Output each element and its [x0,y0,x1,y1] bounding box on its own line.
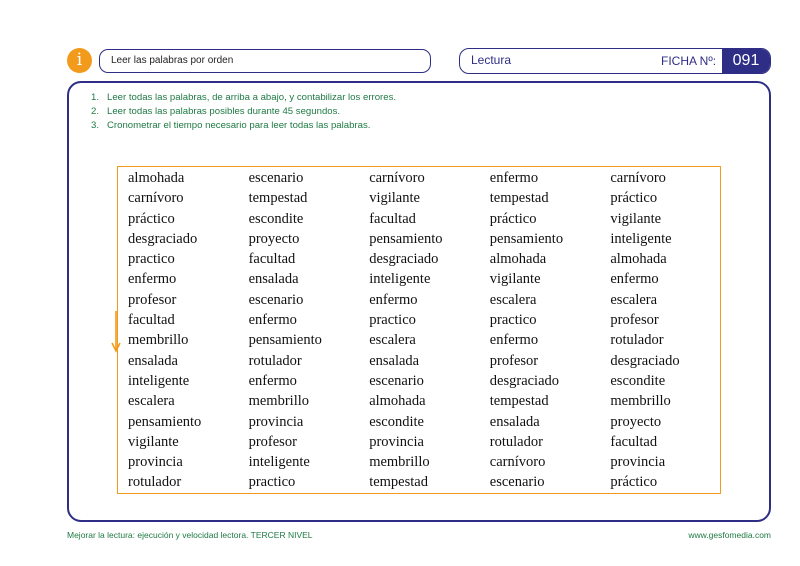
word-cell: practico [489,312,537,329]
word-cell: membrillo [128,332,189,349]
word-cell: inteligente [128,372,190,389]
word-cell: escalera [489,291,537,308]
word-cell: profesor [610,312,659,329]
word-grid-box [117,166,721,494]
word-cell: pensamiento [248,332,322,349]
word-cell: práctico [128,210,175,227]
word-cell: facultad [128,312,175,329]
word-cell: ensalada [248,271,299,288]
instruction-item: 2. Leer todas las palabras posibles durante 45 segundos. [91,106,341,117]
word-cell: pensamiento [128,413,202,430]
word-cell: enfermo [369,291,418,308]
word-cell: vigilante [369,190,420,207]
word-cell: proyecto [610,413,662,430]
word-cell: carnívoro [369,170,425,186]
footer-website-link[interactable]: www.gesfomedia.com [688,530,771,540]
section-label: Lectura [471,53,512,67]
word-cell: profesor [128,291,177,308]
word-cell: tempestad [248,190,308,207]
word-grid [128,168,731,493]
word-cell: escalera [128,393,175,410]
word-cell: escenario [248,291,304,308]
word-cell: enfermo [610,271,659,288]
word-cell: práctico [610,190,658,207]
word-cell: inteligente [610,230,672,247]
word-cell: membrillo [369,454,430,471]
word-cell: membrillo [248,393,310,410]
worksheet-panel [67,81,771,522]
word-cell: enfermo [248,372,297,389]
word-cell: rotulador [128,474,182,491]
word-cell: almohada [128,170,185,186]
word-cell: escondite [248,210,304,227]
word-cell: práctico [610,474,658,491]
word-cell: enfermo [128,271,177,288]
info-icon: i [67,48,92,73]
word-cell: inteligente [369,271,431,288]
word-cell: provincia [610,454,666,471]
word-cell: desgraciado [489,372,560,389]
word-cell: rotulador [248,352,302,369]
word-cell: escenario [489,474,545,491]
word-cell: escondite [369,413,424,430]
word-cell: vigilante [610,210,662,227]
word-cell: vigilante [489,271,541,288]
instruction-item: 1. Leer todas las palabras, de arriba a abajo, y contabilizar los errores. [91,92,397,103]
instruction-item: 3. Cronometrar el tiempo necesario para leer todas las palabras. [91,120,371,131]
word-cell: proyecto [248,230,300,247]
word-cell: profesor [489,352,539,369]
word-cell: facultad [369,210,416,227]
footer-course-title: Mejorar la lectura: ejecución y velocidad lectora. TERCER NIVEL [67,530,313,540]
word-cell: ensalada [128,352,178,369]
word-cell: escondite [610,372,666,389]
word-cell: tempestad [369,474,428,491]
word-cell: pensamiento [489,230,564,247]
word-cell: almohada [610,251,667,268]
word-cell: vigilante [128,433,179,450]
word-cell: escalera [610,291,658,308]
word-cell: ensalada [369,352,420,369]
word-cell: desgraciado [128,230,198,247]
word-cell: practico [128,251,175,268]
word-cell: rotulador [489,433,543,450]
word-cell: inteligente [248,454,310,471]
word-cell: practico [248,474,296,491]
word-cell: desgraciado [369,251,439,268]
word-cell: escenario [369,372,424,389]
word-cell: membrillo [610,393,671,410]
word-cell: tempestad [489,190,549,207]
word-cell: escalera [369,332,416,349]
word-cell: facultad [610,433,658,450]
word-cell: tempestad [489,393,549,410]
word-cell: facultad [248,251,296,268]
ficha-header [459,48,771,74]
word-cell: carnívoro [610,170,666,186]
word-cell: profesor [248,433,297,450]
word-cell: práctico [489,210,537,227]
word-cell: almohada [369,393,426,410]
word-cell: enfermo [248,312,297,329]
word-cell: enfermo [489,332,539,349]
word-cell: rotulador [610,332,664,349]
word-cell: desgraciado [610,352,680,369]
ficha-number: 091 [722,49,770,73]
word-cell: provincia [248,413,304,430]
word-cell: enfermo [489,170,539,186]
word-cell: almohada [489,251,547,268]
word-cell: escenario [248,170,304,186]
word-cell: carnívoro [128,190,184,207]
word-cell: practico [369,312,416,329]
instructions-list [91,91,396,133]
word-cell: ensalada [489,413,540,430]
ficha-label: FICHA Nº: [661,54,717,68]
word-cell: provincia [369,433,424,450]
word-cell: pensamiento [369,230,443,247]
exercise-title: Leer las palabras por orden [99,49,431,73]
word-cell: provincia [128,454,183,471]
word-cell: carnívoro [489,454,546,471]
